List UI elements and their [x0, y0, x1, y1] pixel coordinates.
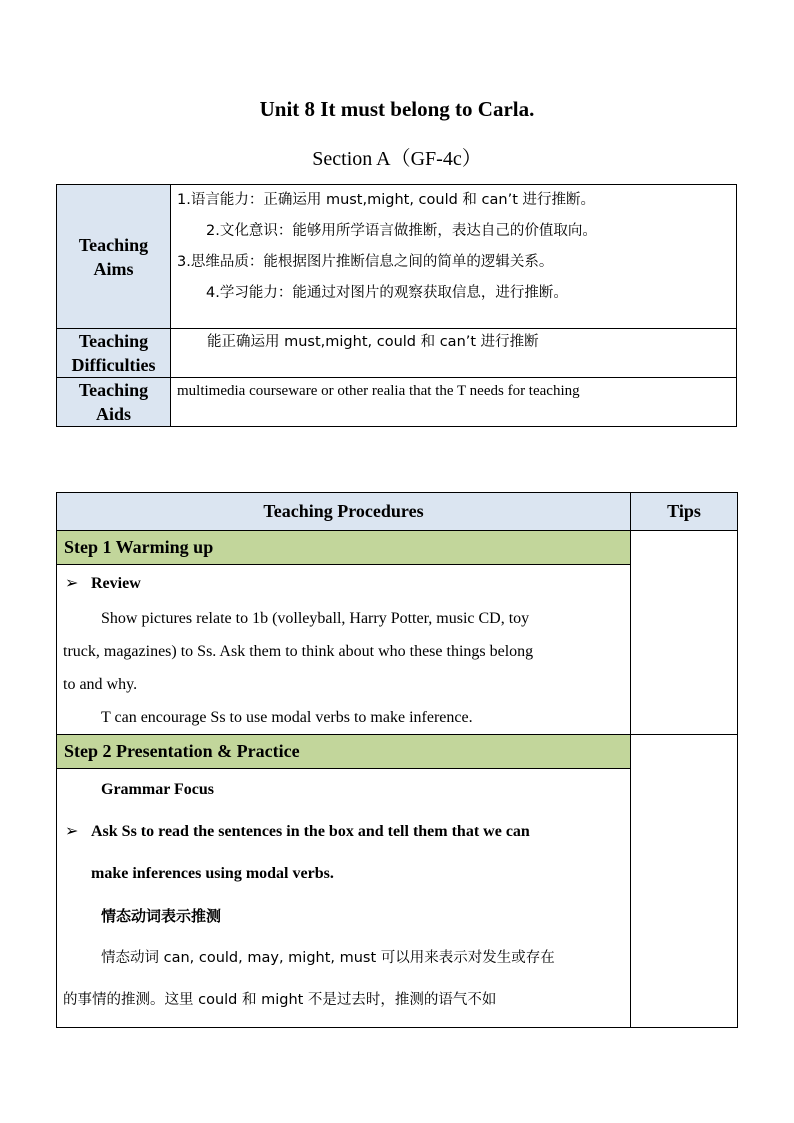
teaching-info-table — [56, 184, 737, 427]
step1-tips-cell — [631, 531, 738, 735]
procedures-header: Teaching Procedures — [57, 493, 631, 531]
cn-heading: 情态动词表示推测 — [101, 907, 222, 925]
grammar-focus-label: Grammar Focus — [101, 781, 215, 798]
step2-bullet: ➢ Ask Ss to read the sentences in the box and tell them that we can — [63, 811, 624, 853]
step2-tips-cell — [631, 735, 738, 1028]
difficulties-row — [57, 329, 737, 378]
arrow-bullet-icon: ➢ — [65, 575, 79, 592]
procedures-table — [56, 492, 738, 1028]
aim-item: 3.思维品质：能根据图片推断信息之间的简单的逻辑关系。 — [177, 254, 554, 270]
page-subtitle: Section A（GF-4c） — [312, 148, 482, 170]
aids-content: multimedia courseware or other realia that the T needs for teaching — [171, 378, 737, 427]
step1-paragraph-2: T can encourage Ss to use modal verbs to make inference. — [101, 709, 473, 726]
step2-header-row — [57, 735, 738, 769]
step1-title: Step 1 Warming up — [57, 531, 631, 565]
aim-item: 1.语言能力：正确运用 must,might, could 和 can’t 进行推断。 — [177, 192, 595, 208]
tips-header: Tips — [631, 493, 738, 531]
difficulties-content: 能正确运用 must,might, could 和 can’t 进行推断 — [171, 329, 737, 378]
difficulties-label: Teaching Difficulties — [57, 329, 171, 378]
step1-paragraph: Show pictures relate to 1b (volleyball, Harry Potter, music CD, toy truck, magazines) to Ss. Ask them to think about who these things belong to and why. T can encourage Ss to use modal verbs to make inference. — [63, 602, 624, 734]
aims-label: Teaching Aims — [57, 185, 171, 329]
aim-item: 2.文化意识：能够用所学语言做推断，表达自己的价值取向。 — [206, 223, 597, 239]
cn-paragraph-line: 的事情的推测。这里 could 和 might 不是过去时，推测的语气不如 — [63, 992, 497, 1008]
review-bullet: ➢ Review — [63, 565, 624, 602]
aids-row — [57, 378, 737, 427]
step2-title: Step 2 Presentation & Practice — [57, 735, 631, 769]
aids-label: Teaching Aids — [57, 378, 171, 427]
step2-bullet-cont: make inferences using modal verbs. — [91, 865, 334, 882]
aims-content — [171, 185, 737, 329]
aim-item: 4.学习能力：能通过对图片的观察获取信息，进行推断。 — [206, 285, 568, 301]
cn-paragraph-line: 情态动词 can, could, may, might, must 可以用来表示对发生或存在 — [101, 950, 555, 966]
step1-body — [57, 565, 631, 735]
page-title: Unit 8 It must belong to Carla. — [259, 97, 535, 121]
aims-row — [57, 185, 737, 329]
step1-header-row — [57, 531, 738, 565]
procedures-header-row — [57, 493, 738, 531]
arrow-bullet-icon: ➢ — [65, 823, 79, 840]
step2-body — [57, 769, 631, 1028]
